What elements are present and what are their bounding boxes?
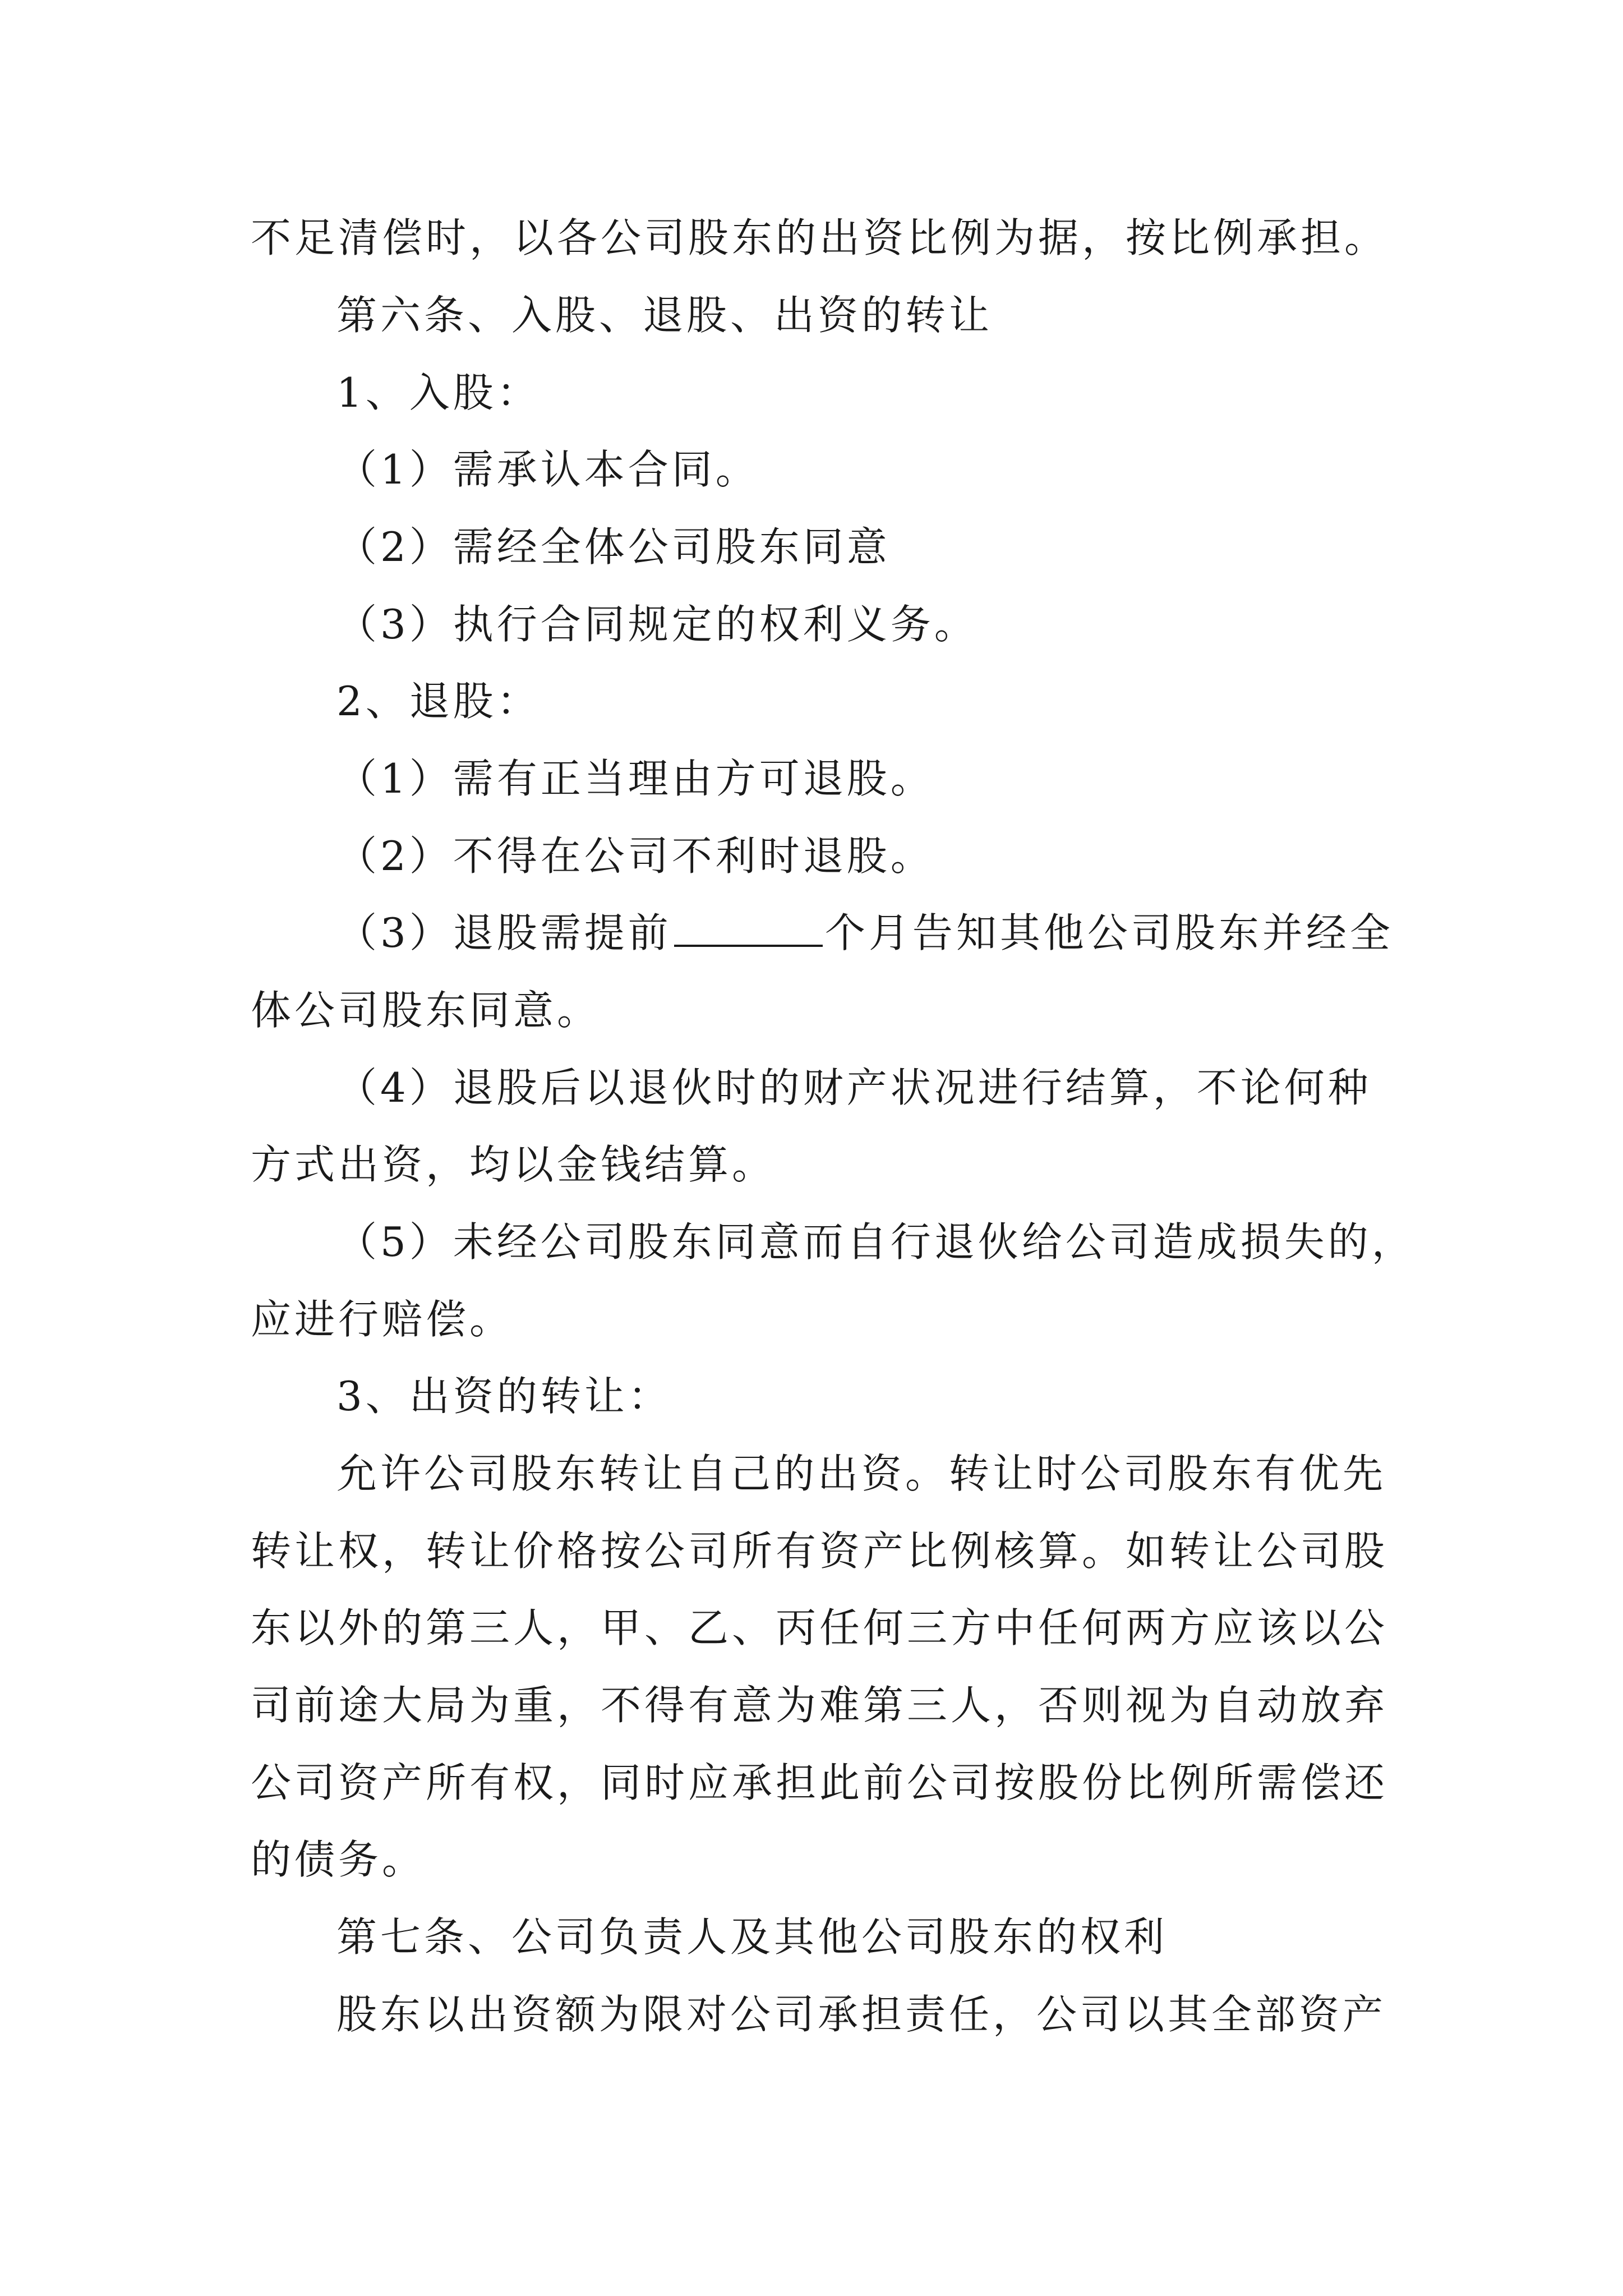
paragraph-line: 的债务。	[251, 1836, 426, 1883]
text-line: 体公司股东同意。	[251, 987, 601, 1034]
subsection-heading: 2、退股：	[336, 678, 541, 725]
list-item-text: 个月告知其他公司股东并经全	[824, 909, 1394, 956]
text-line: 不足清偿时，以各公司股东的出资比例为据，按比例承担。	[251, 214, 1389, 261]
text-line: 方式出资，均以金钱结算。	[251, 1141, 776, 1188]
list-item: （2）不得在公司不利时退股。	[336, 832, 934, 880]
paragraph-line: 股东以出资额为限对公司承担责任，公司以其全部资产	[336, 1991, 1387, 2038]
list-item: （5）未经公司股东同意而自行退伙给公司造成损失的，	[336, 1218, 1415, 1266]
text-line: 应进行赔偿。	[251, 1296, 514, 1343]
list-item: （1）需承认本合同。	[336, 446, 759, 493]
section-heading: 第六条、入股、退股、出资的转让	[336, 292, 993, 339]
section-heading: 第七条、公司负责人及其他公司股东的权利	[336, 1913, 1168, 1961]
paragraph-line: 司前途大局为重，不得有意为难第三人，否则视为自动放弃	[251, 1682, 1389, 1729]
fill-in-blank	[674, 942, 823, 947]
subsection-heading: 3、出资的转让：	[336, 1373, 672, 1420]
list-item: （1）需有正当理由方可退股。	[336, 755, 934, 802]
paragraph-line: 公司资产所有权，同时应承担此前公司按股份比例所需偿还	[251, 1759, 1389, 1806]
paragraph-line: 转让权，转让价格按公司所有资产比例核算。如转让公司股	[251, 1527, 1389, 1575]
paragraph-line: 允许公司股东转让自己的出资。转让时公司股东有优先	[336, 1450, 1387, 1497]
subsection-heading: 1、入股：	[336, 369, 541, 416]
list-item: （3）执行合同规定的权利义务。	[336, 601, 978, 648]
list-item-text: （3）退股需提前	[336, 909, 672, 956]
list-item: （4）退股后以退伙时的财产状况进行结算，不论何种	[336, 1064, 1372, 1111]
list-item: （2）需经全体公司股东同意	[336, 523, 891, 570]
paragraph-line: 东以外的第三人，甲、乙、丙任何三方中任何两方应该以公	[251, 1604, 1389, 1651]
list-item	[336, 909, 1394, 963]
